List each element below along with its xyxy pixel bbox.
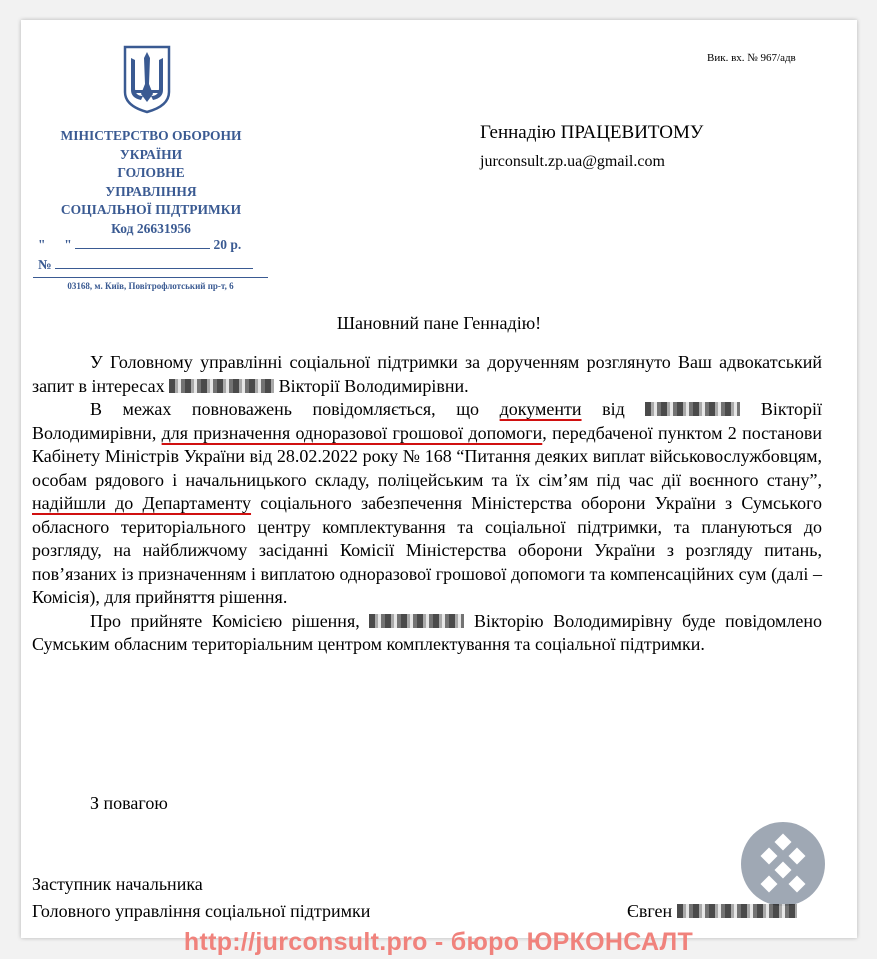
signature-title-2: Головного управління соціальної підтримки [32,901,371,921]
date-year: 20 р. [213,237,242,252]
letterhead-line: СОЦІАЛЬНОЇ ПІДТРИМКИ [60,202,242,217]
signatory-name: Євген [627,901,797,922]
stamp-icon [741,822,825,906]
recipient-email: jurconsult.zp.ua@gmail.com [480,153,665,170]
paragraph-3: Про прийняте Комісією рішення, Вікторію Володимирівну буде повідомлено Сумським обласним територіальним центром комплектування та соціальної підтримки. [32,610,823,654]
letterhead-code: Код 26631956 [111,220,191,236]
redacted-name [677,904,797,918]
signature-title-1: Заступник начальника [32,874,203,894]
highlight-department: надійшли до Департаменту [32,493,252,513]
ministry-letterhead [31,127,271,238]
closing-phrase: З повагою [90,793,168,813]
redacted-surname [369,614,464,628]
date-quote: " [64,237,72,252]
redacted-surname [169,379,274,393]
ministry-address: 03168, м. Київ, Повітрофлотський пр-т, 6 [67,281,234,291]
letterhead-divider [33,277,268,278]
date-line [38,236,241,253]
number-line [38,256,253,273]
date-quote: " [38,237,46,252]
number-sign: № [38,257,52,272]
letter-body [32,351,822,657]
letterhead-line: УПРАВЛІННЯ [105,183,197,199]
highlight-documents: документи [499,399,582,419]
highlight-purpose: для призначення одноразової грошової допомоги [161,422,543,443]
document-page [21,20,857,938]
paragraph-2: В межах повноважень повідомляється, що документи від Вікторії Володимирівни, для призначення одноразової грошової допомоги, передбаченої пунктом 2 постанови Кабінету Міністрів України від 28.02.2022 року № 168 “Питання деяких виплат військовослужбовцям, особам рядового і начальницького складу, поліцейським та їх сім’ям під час дії воєнного стану”, надійшли до Департаменту соціального забезпечення Міністерства оборони України з Сумського обласного територіального центру комплектування та соціальної підтримки, та плануються до розгляду, на найближчому засіданні Комісії Міністерства оборони України з розгляду питань, пов’язаних із призначенням і виплатою одноразової грошової допомоги та компенсаційних сум (далі – Комісія), для прийняття рішення. [32,399,823,607]
paragraph-1: У Головному управлінні соціальної підтримки за дорученням розглянуто Ваш адвокатський запит в інтересах Вікторії Володимирівни. [32,352,822,396]
watermark-footer: http://jurconsult.pro - бюро ЮРКОНСАЛТ [183,928,694,956]
greeting: Шановний пане Геннадію! [336,313,542,333]
letterhead-line: МІНІСТЕРСТВО ОБОРОНИ [60,128,242,143]
redacted-surname [645,402,740,416]
recipient-name: Геннадію ПРАЦЕВИТОМУ [480,122,704,143]
letterhead-line: УКРАЇНИ [119,146,183,162]
letterhead-line: ГОЛОВНЕ [117,165,185,180]
coat-of-arms-icon [121,44,173,114]
reference-number: Вик. вх. № 967/адв [707,52,796,64]
